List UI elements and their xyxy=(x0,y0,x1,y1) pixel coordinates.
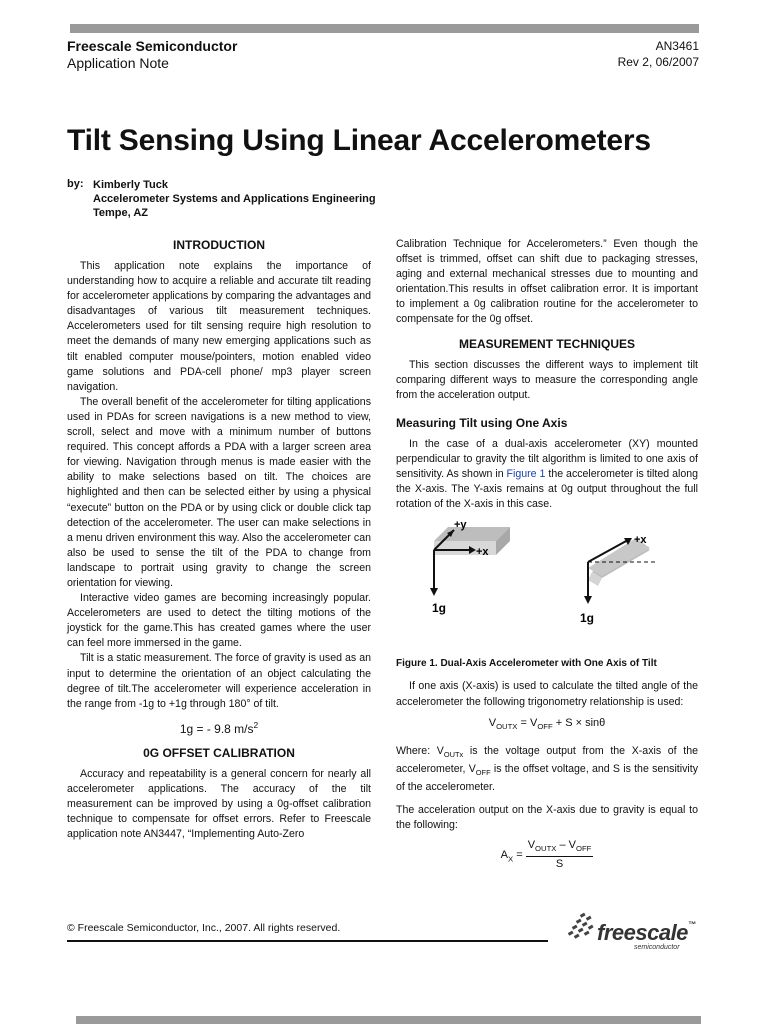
gravity-label-2: 1g xyxy=(580,611,595,626)
company-name: Freescale Semiconductor xyxy=(67,38,238,54)
ax-numerator xyxy=(526,838,594,857)
freescale-logo-subtitle: semiconductor xyxy=(634,944,680,951)
intro-paragraph-1: This application note explains the importance of understanding how to acquire a reliable and accurate tilt reading for accelerometer applications by comparing the advantages and disadvantages of various tilt measurement techniques. Accelerometers used for tilt sensing require high resolution to meet the demands of many new emerging applications such as tilt enabled computer mouse/pointers, motion enabled video game solutions and PDA-cell phone/ mp3 player screen navigation. xyxy=(67,260,371,393)
intro-paragraph-2: The overall benefit of the accelerometer for tilting applications used in PDAs for screen navigations is a new method to view, scroll, select and move with a minimum number of buttons required. This concept affords a PDA with a larger screen area for viewing. Navigation through menus is made easier with the ability to make selections based on tilt. The choices are highlighted and then can be selected either by using a physical “execute” button on the PDA or by using click or double click tap detection of the accelerometer. The user can make selections in a menu driven environment this way. Also the accelerometer can also be used to sense the tilt of the PDA to change from landscape to portrait using gravity to change the screen orientation for viewing. xyxy=(67,395,371,589)
logo-wordmark: freescale xyxy=(597,920,688,945)
author-name: Kimberly Tuck xyxy=(93,179,168,191)
author-block xyxy=(93,178,376,220)
ax-denominator: S xyxy=(555,857,564,870)
gravity-arrowhead-2 xyxy=(584,596,592,604)
y-axis-label: +y xyxy=(454,520,467,532)
bottom-rule xyxy=(76,1016,701,1024)
document-revision: Rev 2, 06/2007 xyxy=(617,55,699,69)
offset-calibration-heading: 0G OFFSET CALIBRATION xyxy=(143,745,295,760)
left-column xyxy=(67,237,371,842)
page-title: Tilt Sensing Using Linear Accelerometers xyxy=(67,124,651,157)
where-text-a: Where: V xyxy=(396,744,444,757)
vout-rest: + S × sinθ xyxy=(552,716,606,729)
freescale-logo-mark xyxy=(568,912,600,944)
where-paragraph xyxy=(396,744,698,796)
ax-num-sub1: OUTX xyxy=(535,843,557,853)
where-sub-outx: OUTx xyxy=(443,749,464,759)
ax-a: A xyxy=(500,848,508,861)
where-text-b: is the voltage output from the X-axis of the accelerometer, V xyxy=(396,744,699,776)
intro-paragraph-3: Interactive video games are becoming increasingly popular. Accelerometers are used to detect the tilting motions of the joystick for the game.This has created games where the user can feel more immersed in the game. xyxy=(67,592,371,650)
offset-paragraph-1: Accuracy and repeatability is a general concern for nearly all accelerometer applications. The accuracy of the tilt measurement can be improved by using a 0g-offset calibration technique to compensate for offset errors. Refer to Freescale application note AN3447, “Implementing Auto-Zero xyxy=(67,767,371,841)
gravity-label-1: 1g xyxy=(432,601,447,616)
intro-paragraph-4: Tilt is a static measurement. The force of gravity is used as an input to determine the orientation of an object calculating the degree of tilt.The accelerometer will experience acceleration in the range from -1g to +1g through 180° of tilt. xyxy=(67,652,371,710)
measurement-paragraph-1: This section discusses the different ways to implement tilt comparing different ways to measure the corresponding angle from the acceleration output. xyxy=(396,358,698,401)
document-type: Application Note xyxy=(67,55,169,71)
vout-equals: = xyxy=(517,716,530,729)
where-sub-off: OFF xyxy=(475,768,491,778)
x-axis-label: +x xyxy=(476,546,489,559)
copyright-text: © Freescale Semiconductor, Inc., 2007. All rights reserved. xyxy=(67,922,341,934)
one-axis-paragraph-1 xyxy=(396,437,698,512)
one-axis-text-a: In the case of a dual-axis accelerometer (XY) mounted perpendicular to gravity the tilt algorithm is limited to one axis of sensitivity. As shown in xyxy=(396,437,698,481)
gravity-equation-exponent: 2 xyxy=(253,719,259,730)
gravity-equation xyxy=(67,718,371,737)
footer-rule xyxy=(67,940,548,942)
x-axis-label-tilted: +x xyxy=(634,534,647,547)
figure-1-link[interactable]: Figure 1 xyxy=(506,468,546,481)
figure-1-caption: Figure 1. Dual-Axis Accelerometer with One Axis of Tilt xyxy=(396,658,657,670)
ax-num-mid: – V xyxy=(556,838,576,851)
author-department: Accelerometer Systems and Applications Engineering xyxy=(93,193,376,205)
ax-sub: X xyxy=(508,853,514,863)
acceleration-paragraph: The acceleration output on the X-axis due to gravity is equal to the following: xyxy=(396,804,698,832)
logo-trademark: ™ xyxy=(687,920,696,929)
ax-equation xyxy=(396,838,698,872)
measurement-techniques-heading: MEASUREMENT TECHNIQUES xyxy=(458,336,635,351)
voff-v: V xyxy=(529,716,538,729)
freescale-logo-text xyxy=(597,920,695,946)
document-number: AN3461 xyxy=(655,39,699,53)
introduction-heading: INTRODUCTION xyxy=(173,238,265,252)
vout-sub: OUTX xyxy=(496,721,518,731)
author-label: by: xyxy=(67,178,84,190)
ax-fraction xyxy=(526,838,594,872)
document-id xyxy=(618,38,699,70)
one-axis-paragraph-2: If one axis (X-axis) is used to calculate the tilted angle of the accelerometer the following trigonometry relationship is used: xyxy=(396,680,698,708)
ax-equals: = xyxy=(513,848,526,861)
right-column xyxy=(396,237,698,878)
figure-1-diagram xyxy=(396,520,698,650)
ax-num-sub2: OFF xyxy=(575,843,592,853)
where-text-c: is the offset voltage, and S is the sensitivity of the accelerometer. xyxy=(396,763,698,794)
top-rule xyxy=(70,24,699,33)
author-location: Tempe, AZ xyxy=(93,207,149,219)
voff-sub: OFF xyxy=(537,721,553,731)
one-axis-text-b: the accelerometer is tilted along the X-axis. The Y-axis remains at 0g output throughout the full rotation of the X-axis in this case. xyxy=(396,468,698,511)
gravity-equation-text: 1g = - 9.8 m/s xyxy=(179,721,254,736)
ax-num-v: V xyxy=(527,838,536,851)
one-axis-heading: Measuring Tilt using One Axis xyxy=(396,415,568,430)
vout-v: V xyxy=(488,716,497,729)
gravity-arrowhead-1 xyxy=(430,588,438,596)
offset-paragraph-continued: Calibration Technique for Accelerometers.” Even though the offset is trimmed, offset can shift due to packaging stresses, aging and external mechanical stresses due to mounting and orientation.This results in offset calibration error. It is important to implement a 0g calibration routine for the accelerometer to compensate for the 0g offset. xyxy=(396,238,698,326)
vout-equation xyxy=(396,716,698,734)
